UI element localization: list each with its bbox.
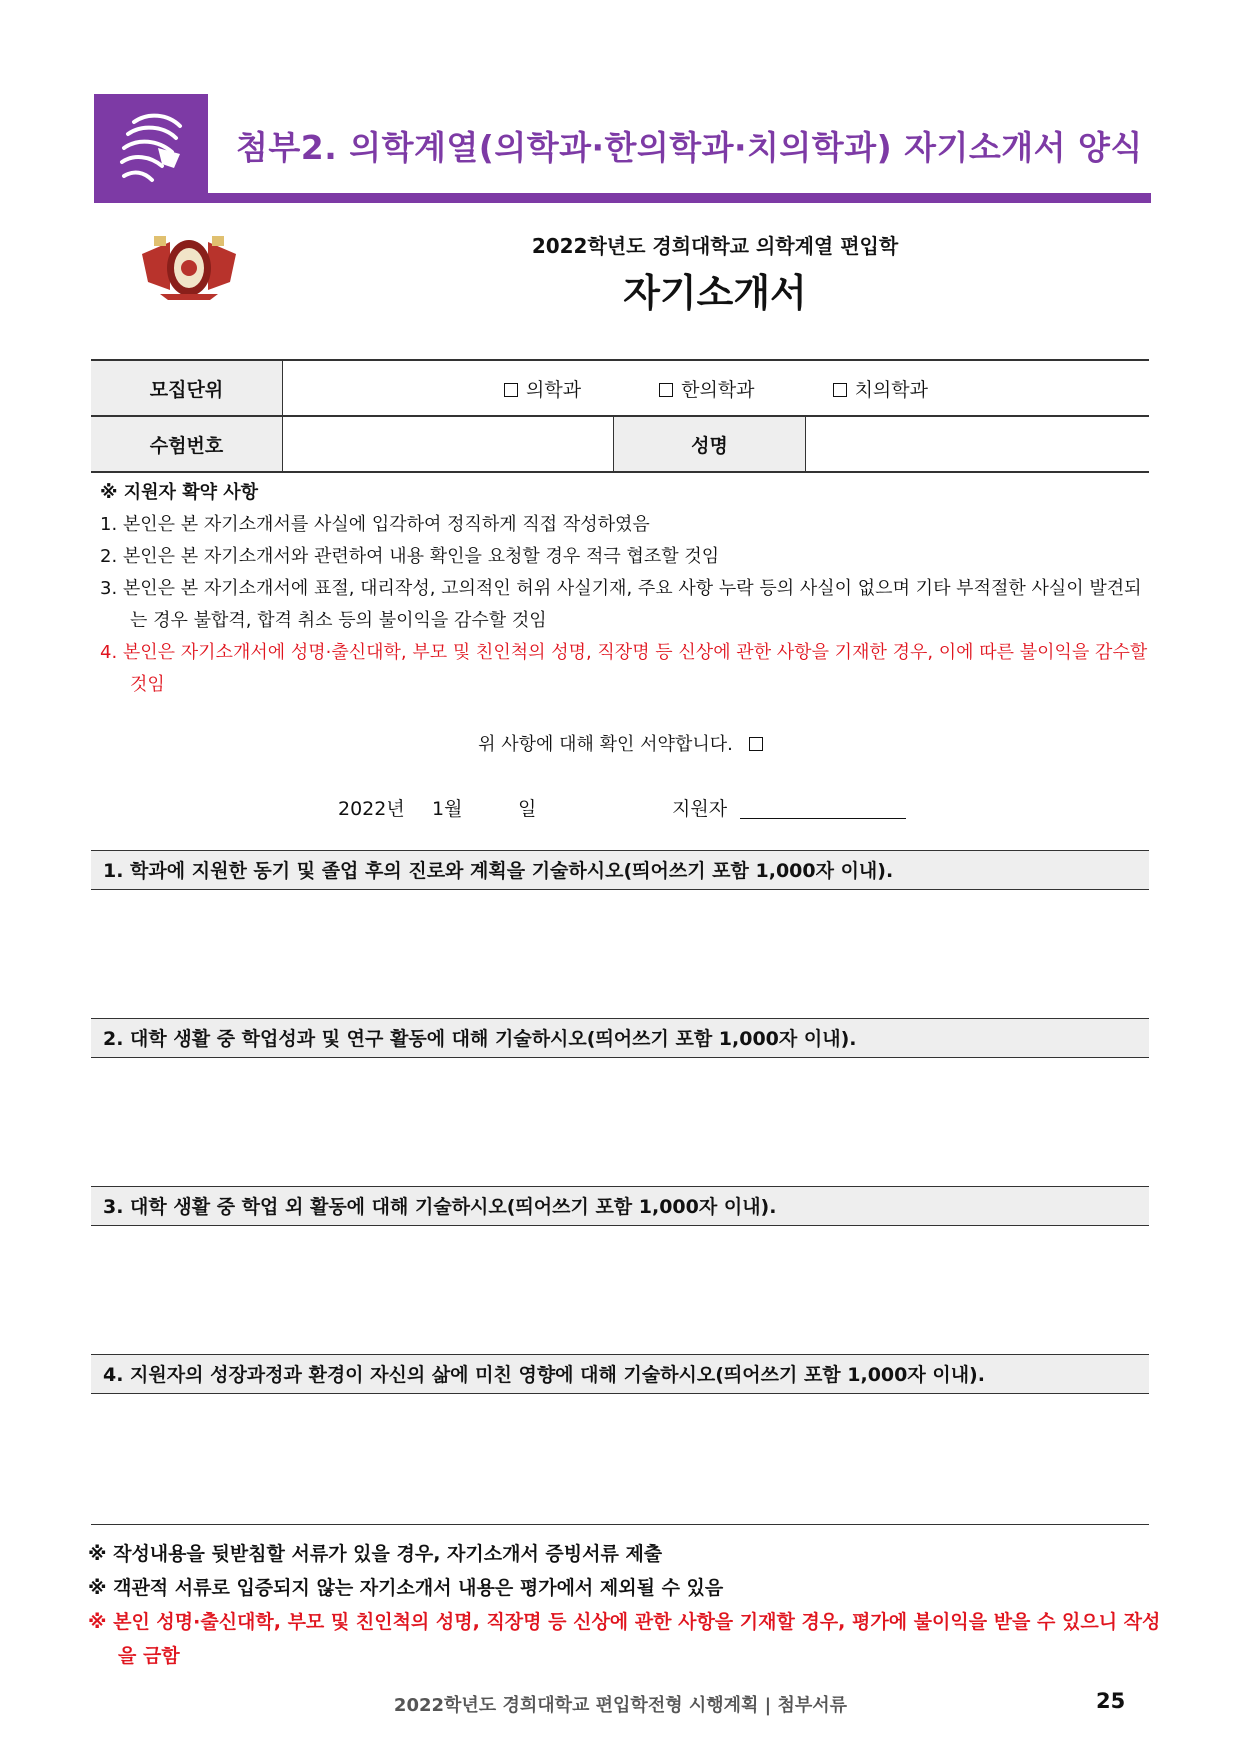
confirm-text: 위 사항에 대해 확인 서약합니다. [478,734,733,755]
applicant-info-table [91,359,1149,473]
option-korean-medicine[interactable] [659,375,754,402]
pledge-item-3: 3. 본인은 본 자기소개서에 표절, 대리작성, 고의적인 허위 사실기재, 주요 사항 누락 등의 사실이 없으며 기타 부적절한 사실이 발견되는 경우 불합격, 합격 취소 등의 불이익을 감수할 것임 [100,578,1142,631]
unit-row [91,360,1149,416]
question-2: 2. 대학 생활 중 학업성과 및 연구 활동에 대해 기술하시오(띄어쓰기 포함 1,000자 이내). [91,1018,1149,1058]
note-2: ※ 객관적 서류로 입증되지 않는 자기소개서 내용은 평가에서 제외될 수 있음 [88,1577,724,1599]
question-3: 3. 대학 생활 중 학업 외 활동에 대해 기술하시오(띄어쓰기 포함 1,000자 이내). [91,1186,1149,1226]
lion-head-icon [114,108,188,188]
confirm-checkbox[interactable] [749,737,763,751]
note-1: ※ 작성내용을 뒷받침할 서류가 있을 경우, 자기소개서 증빙서류 제출 [88,1543,663,1565]
notes-section [88,1537,1168,1673]
checkbox[interactable] [504,383,518,397]
exam-row [91,416,1149,472]
unit-label: 모집단위 [91,360,283,416]
unit-options [283,360,1150,416]
option-medicine[interactable] [504,375,581,402]
question-1: 1. 학과에 지원한 동기 및 졸업 후의 진로와 계획을 기술하시오(띄어쓰기 포함 1,000자 이내). [91,850,1149,890]
pledge-item-4: 4. 본인은 자기소개서에 성명·출신대학, 부모 및 친인척의 성명, 직장명 등 신상에 관한 사항을 기재한 경우, 이에 따른 불이익을 감수할 것임 [100,642,1148,695]
option-label: 한의학과 [681,378,755,401]
option-dentistry[interactable] [833,375,928,402]
signature-line[interactable] [740,818,906,819]
date-day: 일 [518,798,537,820]
page-footer: 2022학년도 경희대학교 편입학전형 시행계획 | 첨부서류 [393,1695,848,1716]
document-subtitle: 2022학년도 경희대학교 의학계열 편입학 [531,234,899,258]
answer-end-line [91,1524,1149,1525]
date-month: 1월 [432,798,463,820]
pledge-heading: ※ 지원자 확약 사항 [100,482,259,503]
page-header-title: 첨부2. 의학계열(의학과·한의학과·치의학과) 자기소개서 양식 [236,128,1143,167]
applicant-label: 지원자 [672,798,728,820]
pledge-item-1: 1. 본인은 본 자기소개서를 사실에 입각하여 정직하게 직접 작성하였음 [100,514,650,535]
date-year: 2022년 [338,798,405,820]
exam-number-field[interactable] [283,416,614,472]
document-title: 자기소개서 [623,271,807,315]
header-logo-box [94,94,208,202]
checkbox[interactable] [833,383,847,397]
page-number: 25 [1096,1689,1126,1713]
header-divider [94,193,1151,203]
question-4: 4. 지원자의 성장과정과 환경이 자신의 삶에 미친 영향에 대해 기술하시오(띄어쓰기 포함 1,000자 이내). [91,1354,1149,1394]
confirm-line [0,730,1241,756]
option-label: 의학과 [526,378,582,401]
option-label: 치의학과 [854,378,928,401]
exam-number-label: 수험번호 [91,416,283,472]
name-field[interactable] [806,416,1150,472]
name-label: 성명 [614,416,806,472]
note-3: ※ 본인 성명·출신대학, 부모 및 친인척의 성명, 직장명 등 신상에 관한 사항을 기재할 경우, 평가에 불이익을 받을 수 있으니 작성을 금함 [88,1611,1161,1667]
pledge-section [100,477,1150,701]
pledge-item-2: 2. 본인은 본 자기소개서와 관련하여 내용 확인을 요청할 경우 적극 협조할 것임 [100,546,720,567]
checkbox[interactable] [659,383,673,397]
